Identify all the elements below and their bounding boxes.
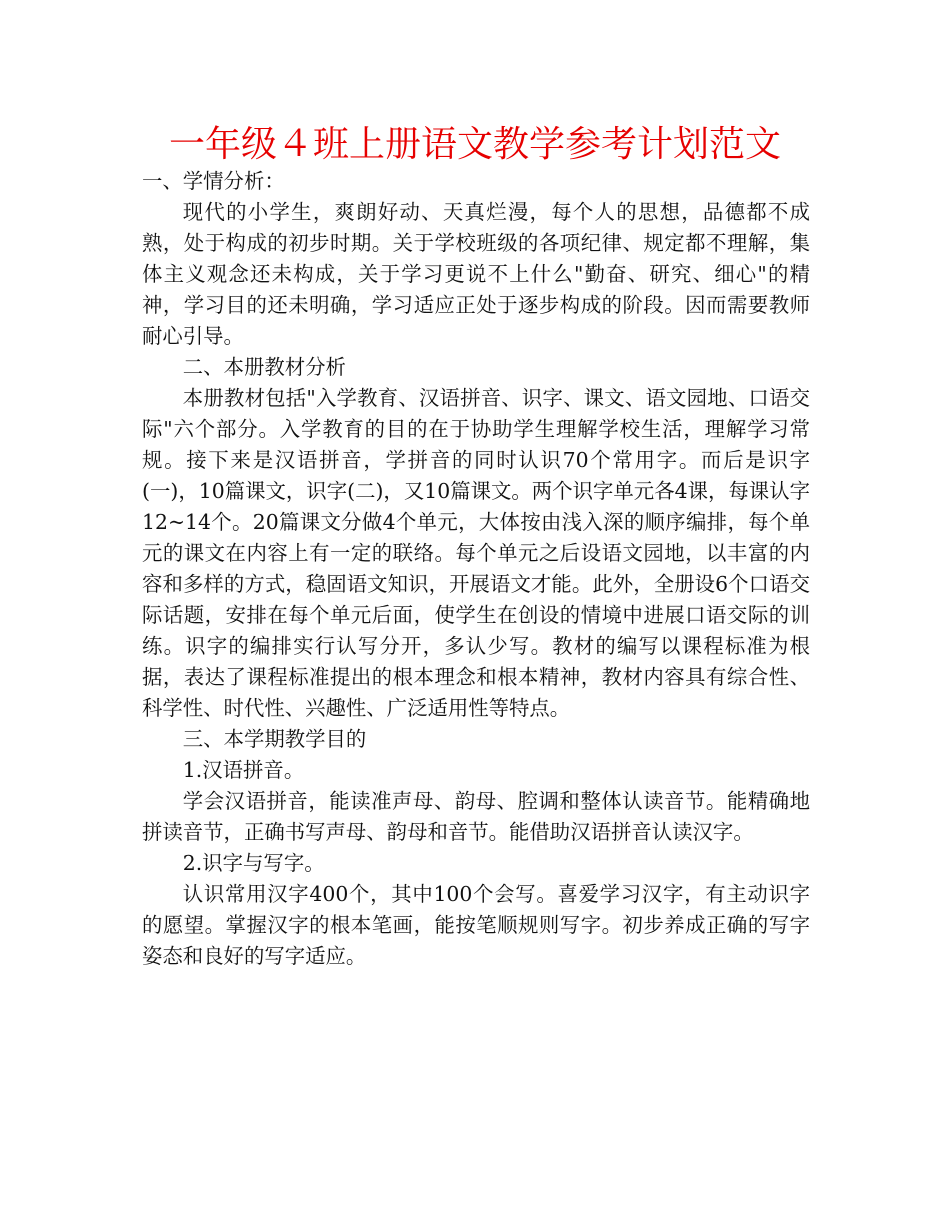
subheading-pinyin: 1.汉语拼音。 xyxy=(182,758,305,782)
paragraph-literacy-writing: 认识常用汉字400个，其中100个会写。喜爱学习汉字，有主动识字的愿望。掌握汉字的根本笔画，能按笔顺规则写字。初步养成正确的写字姿态和良好的写字适应。 xyxy=(142,882,810,968)
paragraph-textbook-analysis: 本册教材包括"入学教育、汉语拼音、识字、课文、语文园地、口语交际"六个部分。入学教育的目的在于协助学生理解学校生活，理解学习常规。接下来是汉语拼音，学拼音的同时认识70个常用字。而后是识字(一)，10篇课文，识字(二)，又10篇课文。两个识字单元各4课，每课认字12~14个。20篇课文分做4个单元，大体按由浅入深的顺序编排，每个单元的课文在内容上有一定的联络。每个单元之后设语文园地，以丰富的内容和多样的方式，稳固语文知识，开展语文才能。此外，全册设6个口语交际话题，安排在每个单元后面，使学生在创设的情境中进展口语交际的训练。识字的编排实行认写分开，多认少写。教材的编写以课程标准为根据，表达了课程标准提出的根本理念和根本精神，教材内容具有综合性、科学性、时代性、兴趣性、广泛适用性等特点。 xyxy=(142,386,810,720)
section-heading-teaching-goals: 三、本学期教学目的 xyxy=(182,727,367,751)
document-body xyxy=(142,166,810,972)
document-title: 一年级４班上册语文教学参考计划范文 xyxy=(168,124,781,165)
paragraph-learning-analysis: 现代的小学生，爽朗好动、天真烂漫，每个人的思想，品德都不成熟，处于构成的初步时期。关于学校班级的各项纪律、规定都不理解，集体主义观念还未构成，关于学习更说不上什么"勤奋、研究、细心"的精神，学习目的还未明确，学习适应正处于逐步构成的阶段。因而需要教师耐心引导。 xyxy=(142,200,810,348)
section-heading-textbook-analysis: 二、本册教材分析 xyxy=(182,355,346,379)
subheading-literacy-writing: 2.识字与写字。 xyxy=(182,851,325,875)
section-heading-learning-analysis: 一、学情分析： xyxy=(142,169,285,193)
paragraph-pinyin: 学会汉语拼音，能读准声母、韵母、腔调和整体认读音节。能精确地拼读音节，正确书写声母、韵母和音节。能借助汉语拼音认读汉字。 xyxy=(142,789,810,844)
